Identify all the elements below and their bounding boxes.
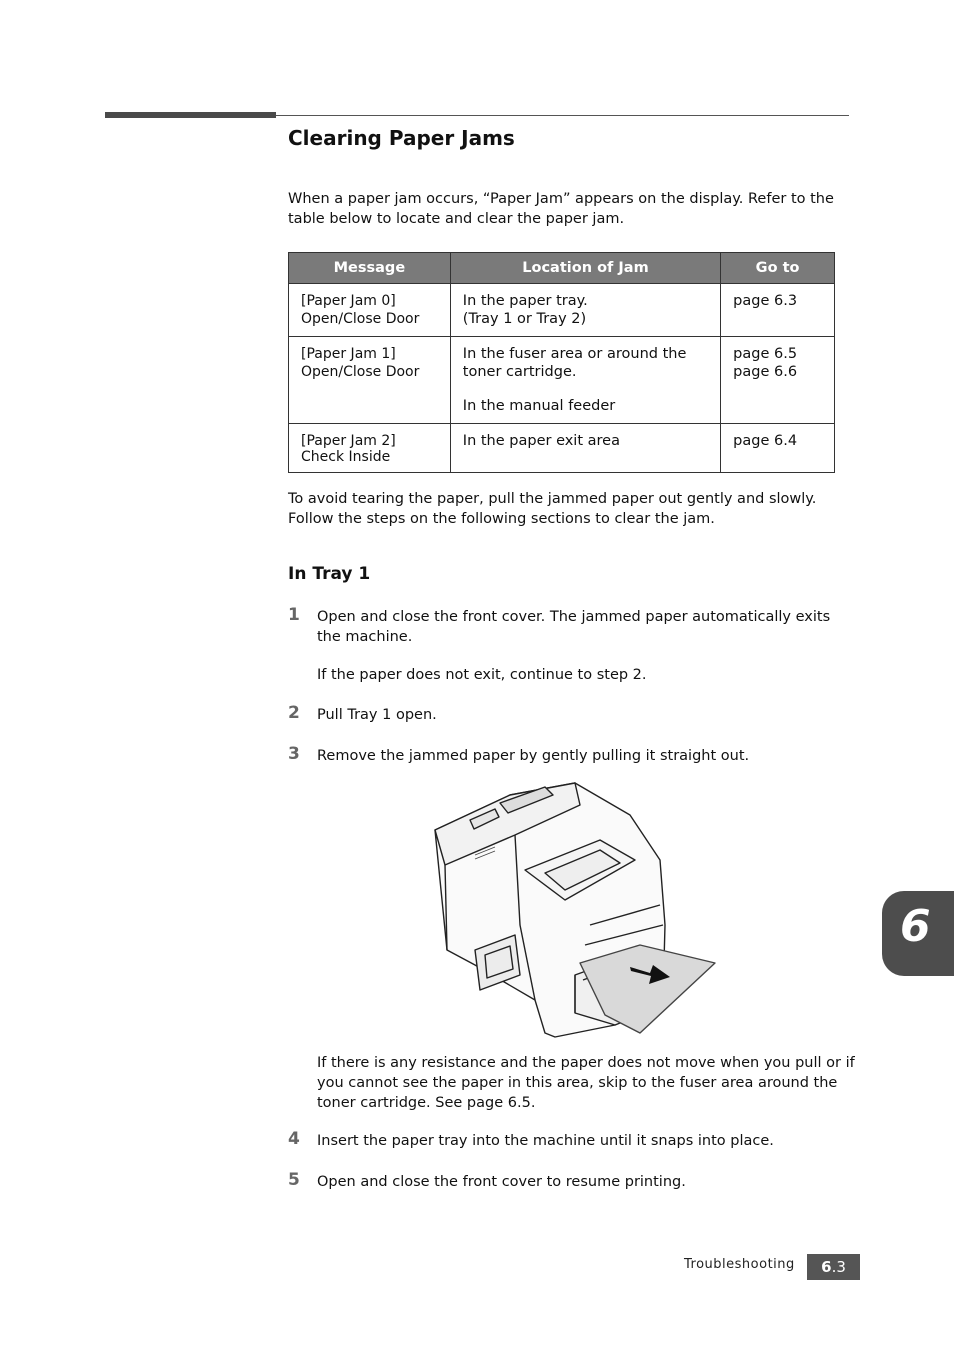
message-action: Open/Close Door	[301, 364, 420, 380]
footer-chapter: 6	[821, 1258, 832, 1276]
header-rule-thick	[105, 112, 276, 118]
location-text: In the manual feeder	[462, 398, 616, 414]
section-heading: In Tray 1	[288, 564, 371, 584]
table-row	[289, 337, 835, 424]
table-header-location: Location of Jam	[450, 253, 720, 284]
table-row	[289, 424, 835, 473]
footer-label-text: Troubleshooting	[684, 1257, 795, 1272]
step-number: 4	[288, 1129, 300, 1149]
chapter-tab	[882, 891, 954, 976]
table-cell-message	[289, 337, 451, 424]
caution-paragraph: To avoid tearing the paper, pull the jammed paper out gently and slowly. Follow the steps on the following sections to clear the jam.	[288, 491, 817, 527]
step-number: 2	[288, 703, 300, 723]
page-title: Clearing Paper Jams	[288, 126, 515, 150]
chapter-tab-number: 6	[900, 901, 931, 952]
message-code: [Paper Jam 2]	[301, 433, 396, 449]
printer-paper-jam-illustration	[425, 775, 720, 1043]
table-cell-goto	[721, 284, 835, 337]
table-row	[289, 284, 835, 337]
page-reference: page 6.5	[733, 346, 798, 362]
message-action: Check Inside	[301, 449, 391, 465]
location-text: In the paper tray.	[462, 293, 588, 309]
intro-paragraph: When a paper jam occurs, “Paper Jam” appears on the display. Refer to the table below to locate and clear the paper jam.	[288, 191, 834, 227]
message-code: [Paper Jam 0]	[301, 293, 396, 309]
footer-section-label	[684, 1257, 795, 1272]
table-cell-location	[450, 337, 720, 424]
step-number: 3	[288, 744, 300, 764]
step-note: If the paper does not exit, continue to step 2.	[317, 667, 647, 683]
table-header-row	[289, 253, 835, 284]
paper-jam-table	[288, 252, 835, 473]
step-text: Open and close the front cover to resume printing.	[317, 1174, 686, 1190]
table-cell-goto	[721, 337, 835, 424]
step-number: 5	[288, 1170, 300, 1190]
message-code: [Paper Jam 1]	[301, 346, 396, 362]
message-action: Open/Close Door	[301, 311, 420, 327]
page-reference: page 6.4	[733, 433, 798, 449]
table-cell-goto	[721, 424, 835, 473]
table-cell-message	[289, 424, 451, 473]
step-text: Pull Tray 1 open.	[317, 707, 437, 723]
step-text: Open and close the front cover. The jammed paper automatically exits the machine.	[317, 609, 831, 645]
header-rule-thin	[276, 115, 849, 116]
table-cell-location	[450, 424, 720, 473]
step-text: Remove the jammed paper by gently pulling it straight out.	[317, 748, 750, 764]
footer-page-suffix: .3	[831, 1258, 846, 1276]
table-cell-location	[450, 284, 720, 337]
step-number: 1	[288, 605, 300, 625]
step-text: Insert the paper tray into the machine until it snaps into place.	[317, 1133, 774, 1149]
step-note: If there is any resistance and the paper does not move when you pull or if you cannot see the paper in this area, skip to the fuser area around the toner cartridge. See page 6.5.	[317, 1055, 855, 1111]
page-reference: page 6.6	[733, 364, 798, 380]
location-text: In the fuser area or around the toner cartridge.	[462, 346, 687, 380]
table-cell-message	[289, 284, 451, 337]
table-header-goto: Go to	[721, 253, 835, 284]
table-header-message: Message	[289, 253, 451, 284]
footer-page-number	[807, 1254, 860, 1280]
location-text: In the paper exit area	[462, 433, 620, 449]
location-text: (Tray 1 or Tray 2)	[462, 311, 587, 327]
page-reference: page 6.3	[733, 293, 798, 309]
